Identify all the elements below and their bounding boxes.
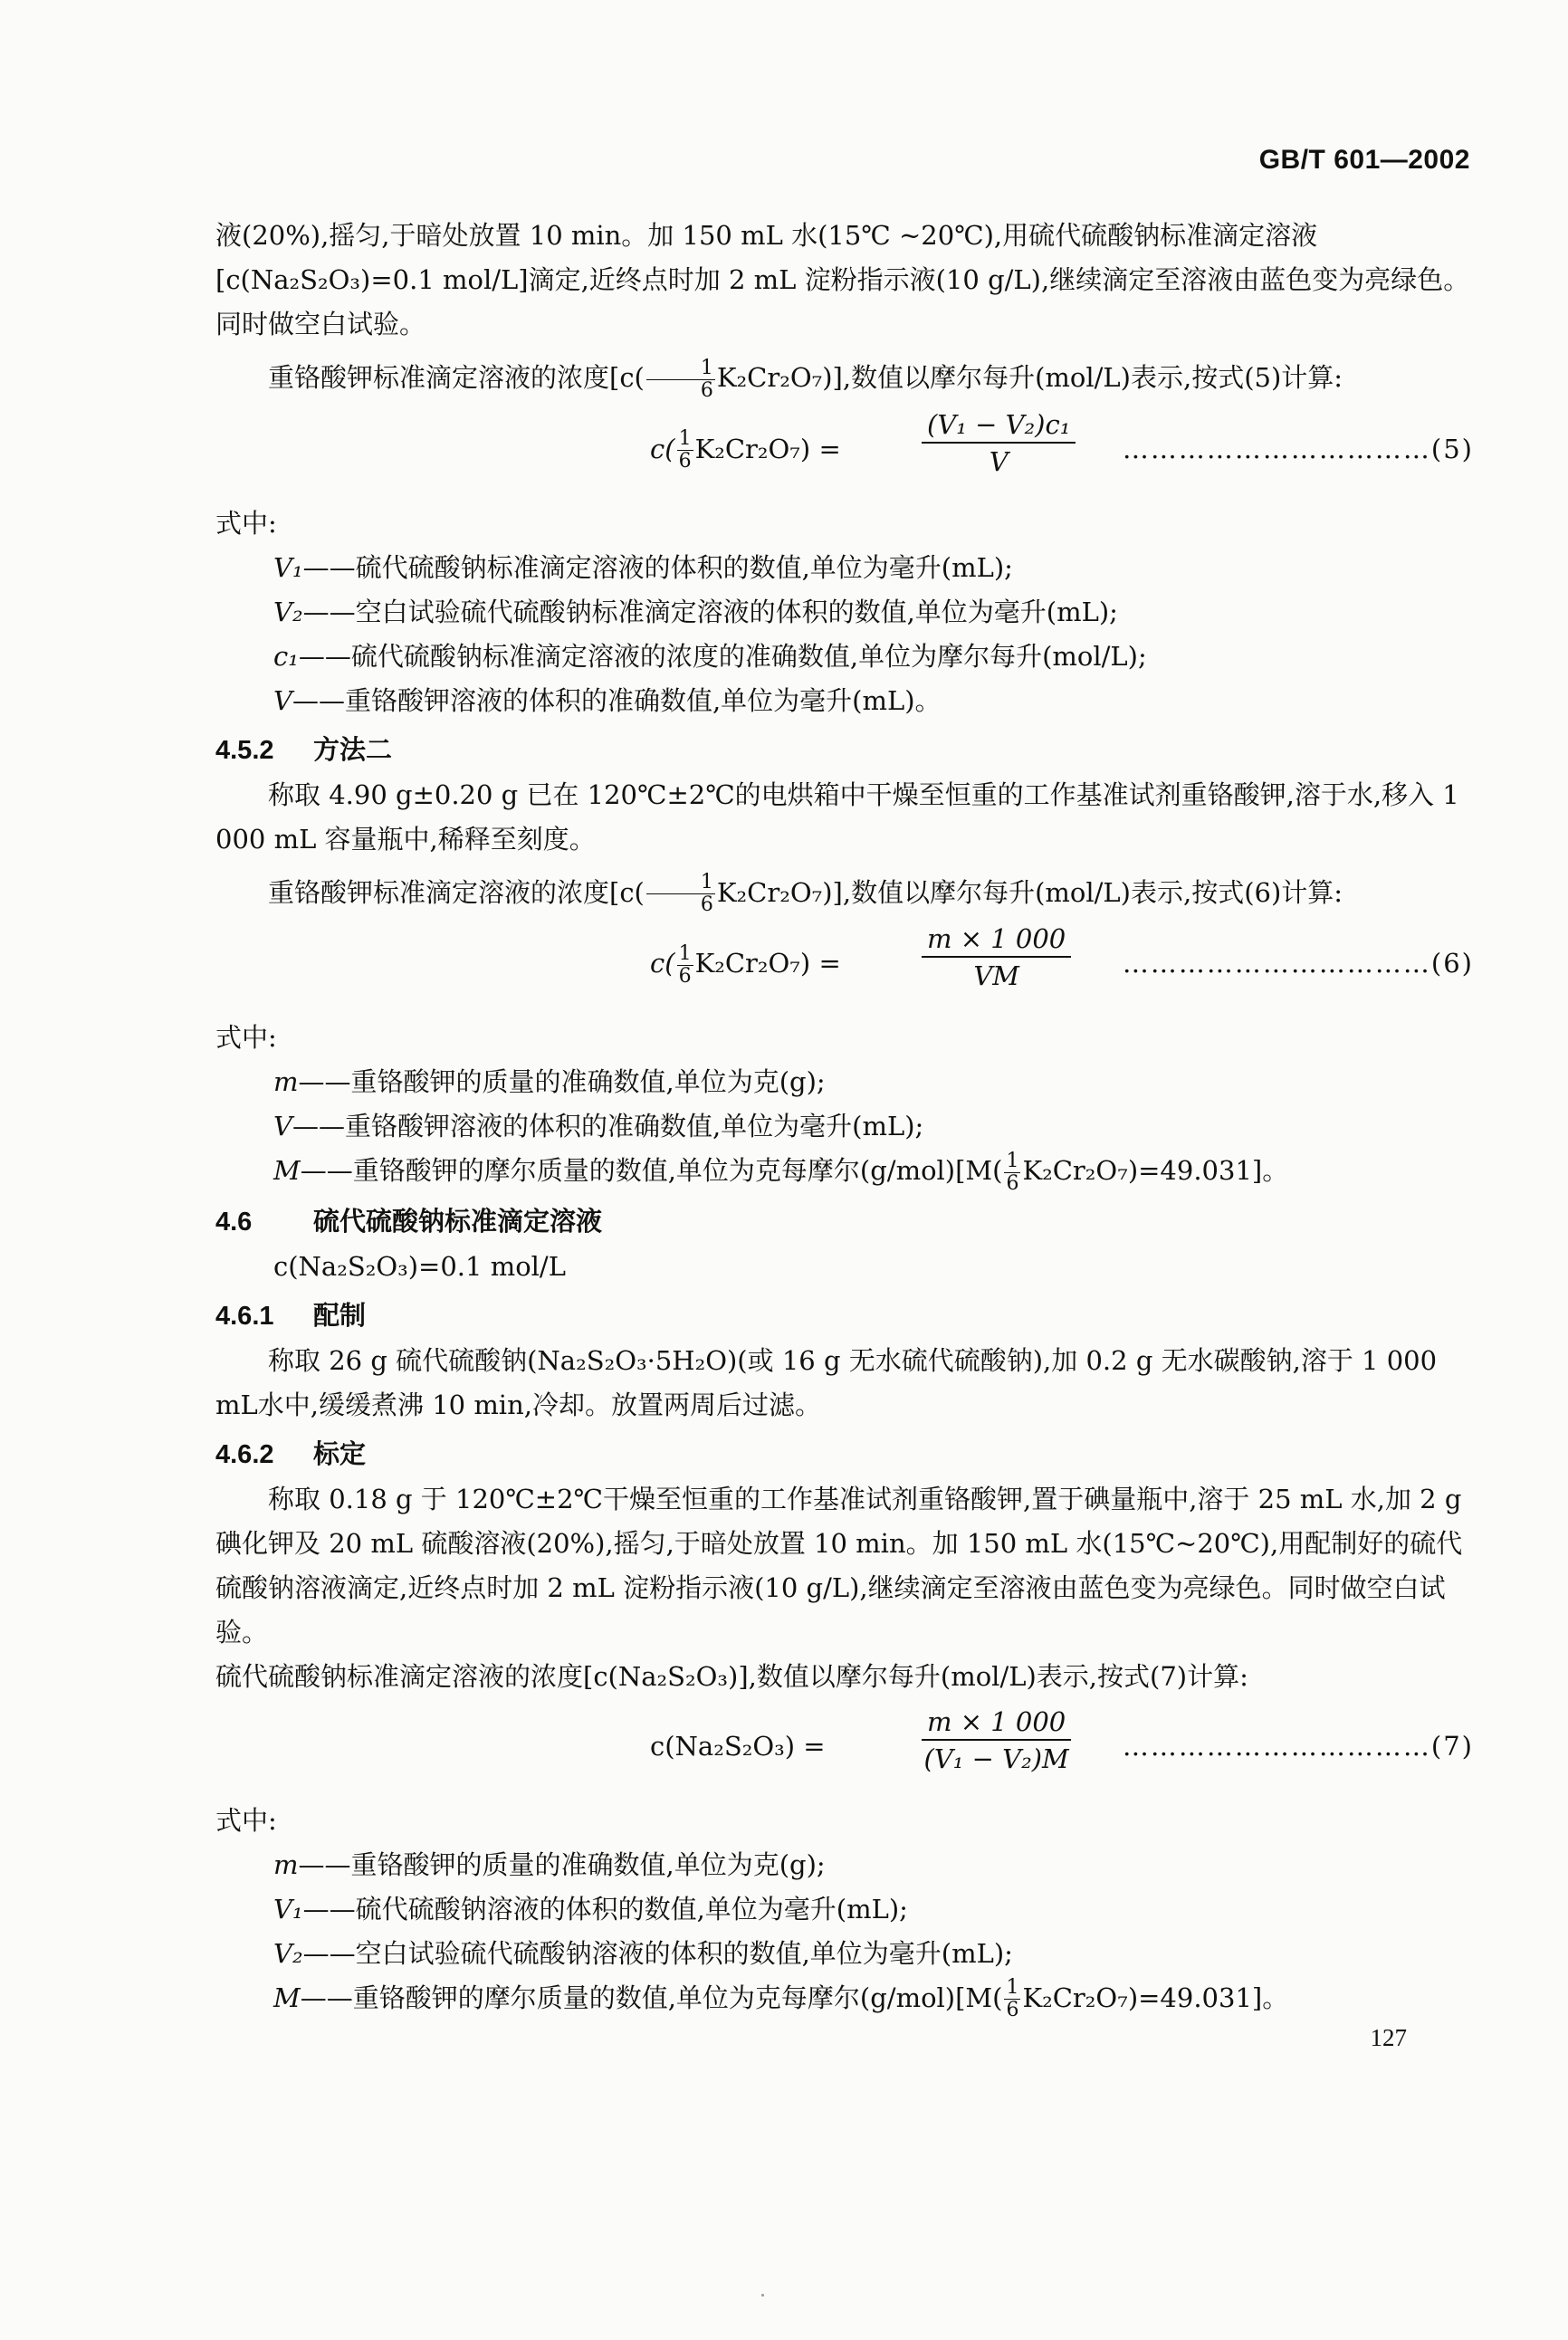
formula-number: ……………………………(5) (1122, 433, 1474, 464)
definition-text: ——重铬酸钾的摩尔质量的数值,单位为克每摩尔(g/mol)[M( (300, 1155, 1003, 1186)
definition-item (215, 679, 1474, 723)
where-label: 式中: (215, 1022, 277, 1053)
definition-text: K₂Cr₂O₇)=49.031]。 (1022, 1155, 1289, 1186)
definition-text: ——重铬酸钾溶液的体积的准确数值,单位为毫升(mL); (292, 1111, 924, 1141)
section-4-6-2 (215, 1433, 1474, 1477)
formula-denominator: V (989, 445, 1009, 477)
intro-text: 重铬酸钾标准滴定溶液的浓度[c( (268, 876, 645, 908)
section-number: 4.6.2 (215, 1439, 274, 1469)
fraction-one-sixth (677, 943, 693, 988)
fraction-numerator: 1 (1006, 1976, 1019, 1999)
section-title: 方法二 (313, 735, 393, 765)
intro-text: 重铬酸钾标准滴定溶液的浓度[c( (268, 362, 645, 393)
formula-7 (215, 1705, 1474, 1791)
formula-number: ……………………………(6) (1122, 948, 1474, 979)
formula-lhs: c(Na₂S₂O₃) = (650, 1730, 826, 1762)
formula-rhs (922, 922, 1071, 994)
fraction-numerator: 1 (646, 358, 715, 380)
formula-rhs (922, 1705, 1071, 1777)
section-4-6-concentration: c(Na₂S₂O₃)=0.1 mol/L (273, 1250, 566, 1282)
definition-text: ——重铬酸钾的质量的准确数值,单位为克(g); (298, 1066, 826, 1097)
fraction-denominator: 6 (678, 964, 692, 988)
paragraph-continued: 液(20%),摇匀,于暗处放置 10 min。加 150 mL 水(15℃ ~20℃),用硫代硫酸钠标准滴定溶液[c(Na₂S₂O₃)=0.1 mol/L]滴定,近终点时加 2 mL 淀粉指示液(10 g/L),继续滴定至溶液由蓝色变为亮绿色。同时做空白试验。 (215, 220, 1470, 339)
formula-lhs-c: c( (650, 948, 675, 979)
definition-symbol: V₁ (273, 1893, 303, 1925)
standard-code: GB/T 601—2002 (1258, 145, 1470, 175)
fraction-one-sixth (646, 872, 715, 916)
definition-text: ——重铬酸钾溶液的体积的准确数值,单位为毫升(mL)。 (292, 684, 942, 716)
fraction-numerator: 1 (678, 427, 692, 450)
definition-M (215, 1976, 1474, 2022)
formula-lhs (650, 427, 841, 473)
definition-text: ——空白试验硫代硫酸钠标准滴定溶液的体积的数值,单位为毫升(mL); (302, 596, 1118, 627)
formula5-intro (215, 356, 1474, 402)
definition-symbol: V (273, 1111, 292, 1141)
fraction-denominator: 6 (700, 893, 713, 916)
section-title: 配制 (313, 1301, 367, 1331)
definition-item (215, 590, 1474, 635)
fraction-one-sixth (1004, 1151, 1020, 1195)
definition-item (215, 635, 1474, 679)
formula7-intro: 硫代硫酸钠标准滴定溶液的浓度[c(Na₂S₂O₃)],数值以摩尔每升(mol/L)表示,按式(7)计算: (215, 1660, 1248, 1692)
formula-lhs-rest: K₂Cr₂O₇) = (694, 948, 841, 979)
formula-lhs-c: c( (650, 433, 675, 464)
section-4-6-2-text: 称取 0.18 g 于 120℃±2℃干燥至恒重的工作基准试剂重铬酸钾,置于碘量瓶中,溶于 25 mL 水,加 2 g 碘化钾及 20 mL 硫酸溶液(20%),摇匀,于暗处放置 10 min。加 150 mL 水(15℃~20℃),用配制好的硫代硫酸钠溶液滴定,近终点时加 2 mL 淀粉指示液(10 g/L),继续滴定至溶液由蓝色变为亮绿色。同时做空白试验。 (215, 1483, 1463, 1648)
formula-6 (215, 922, 1474, 1008)
definition-symbol: M (273, 1982, 301, 2013)
section-4-6 (215, 1200, 1474, 1245)
definition-symbol: V₂ (273, 1937, 303, 1969)
formula-numerator: m × 1 000 (922, 922, 1071, 958)
definition-symbol: m (273, 1066, 299, 1097)
definition-M (215, 1149, 1474, 1195)
definition-symbol: V₁ (273, 551, 303, 583)
intro-text: K₂Cr₂O₇)],数值以摩尔每升(mol/L)表示,按式(5)计算: (716, 362, 1343, 393)
where-label: 式中: (215, 507, 277, 539)
definition-symbol: c₁ (273, 640, 299, 672)
definition-item (215, 1104, 1474, 1149)
definitions-5 (215, 546, 1474, 723)
formula-lhs (650, 941, 841, 988)
formula-5 (215, 407, 1474, 494)
formula6-intro (215, 871, 1474, 917)
definition-symbol: V₂ (273, 596, 303, 627)
section-4-5-2 (215, 729, 1474, 773)
section-number: 4.6 (215, 1207, 253, 1237)
definition-text: ——硫代硫酸钠标准滴定溶液的体积的数值,单位为毫升(mL); (302, 551, 1013, 583)
fraction-numerator: 1 (678, 941, 692, 965)
fraction-numerator: 1 (1006, 1149, 1019, 1172)
formula-rhs (922, 407, 1076, 480)
definition-item (215, 1843, 1474, 1887)
section-number: 4.5.2 (215, 735, 274, 765)
definition-symbol: V (273, 684, 292, 716)
definition-text: K₂Cr₂O₇)=49.031]。 (1022, 1982, 1289, 2013)
definition-item (215, 1887, 1474, 1932)
formula-lhs-rest: K₂Cr₂O₇) = (694, 433, 841, 464)
definitions-7 (215, 1843, 1474, 1976)
formula-denominator: (V₁ − V₂)M (923, 1743, 1069, 1774)
section-4-6-1 (215, 1294, 1474, 1339)
fraction-one-sixth (1004, 1977, 1020, 2021)
section-4-5-2-text: 称取 4.90 g±0.20 g 已在 120℃±2℃的电烘箱中干燥至恒重的工作基准试剂重铬酸钾,溶于水,移入 1 000 mL 容量瓶中,稀释至刻度。 (215, 778, 1459, 855)
definitions-6 (215, 1060, 1474, 1149)
fraction-numerator: 1 (646, 872, 715, 894)
section-number: 4.6.1 (215, 1301, 274, 1331)
formula-number: ……………………………(7) (1122, 1730, 1474, 1762)
definition-text: ——重铬酸钾的摩尔质量的数值,单位为克每摩尔(g/mol)[M( (300, 1982, 1003, 2013)
fraction-one-sixth (677, 428, 693, 473)
definition-text: ——重铬酸钾的质量的准确数值,单位为克(g); (298, 1848, 826, 1880)
intro-text: K₂Cr₂O₇)],数值以摩尔每升(mol/L)表示,按式(6)计算: (716, 876, 1343, 908)
fraction-denominator: 6 (1006, 1999, 1019, 2021)
section-title: 标定 (313, 1439, 367, 1469)
definition-text: ——硫代硫酸钠溶液的体积的数值,单位为毫升(mL); (302, 1893, 908, 1925)
section-4-6-1-text: 称取 26 g 硫代硫酸钠(Na₂S₂O₃·5H₂O)(或 16 g 无水硫代硫酸钠),加 0.2 g 无水碳酸钠,溶于 1 000 mL水中,缓缓煮沸 10 min,冷却。放置两周后过滤。 (215, 1344, 1438, 1420)
definition-text: ——硫代硫酸钠标准滴定溶液的浓度的准确数值,单位为摩尔每升(mol/L); (298, 640, 1147, 672)
where-label: 式中: (215, 1804, 277, 1836)
fraction-denominator: 6 (700, 378, 713, 402)
formula-numerator: (V₁ − V₂)c₁ (922, 407, 1076, 444)
section-title: 硫代硫酸钠标准滴定溶液 (313, 1207, 603, 1237)
document-body (215, 214, 1474, 2021)
page-number: 127 (1370, 2024, 1407, 2051)
definition-symbol: M (273, 1155, 301, 1186)
definition-symbol: m (273, 1848, 299, 1880)
definition-item (215, 546, 1474, 590)
scan-speck (761, 2294, 764, 2297)
fraction-denominator: 6 (1006, 1171, 1019, 1195)
fraction-denominator: 6 (678, 450, 692, 473)
definition-item (215, 1932, 1474, 1976)
definition-text: ——空白试验硫代硫酸钠溶液的体积的数值,单位为毫升(mL); (302, 1937, 1013, 1969)
formula-denominator: VM (973, 960, 1019, 991)
formula-numerator: m × 1 000 (922, 1705, 1071, 1741)
fraction-one-sixth (646, 358, 715, 402)
definition-item (215, 1060, 1474, 1104)
